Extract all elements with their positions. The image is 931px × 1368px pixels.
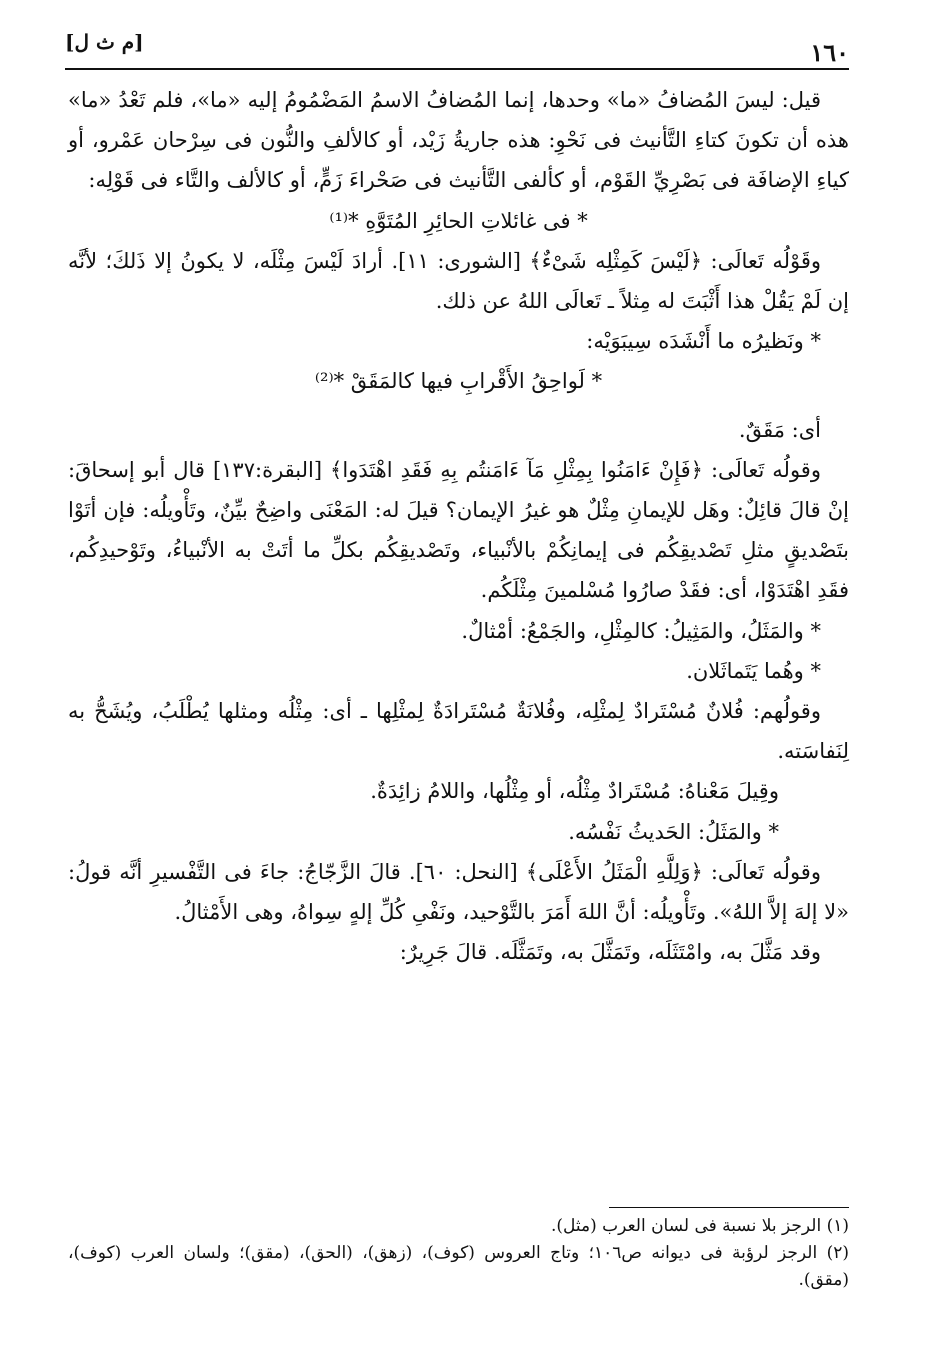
paragraph-quran-nahl: وقولُه تَعالَى: ﴿وَلِلَّهِ الْمَثَلُ الأَعْلَى﴾ [النحل: ٦٠]. قالَ الزَّجّاجُ: جاءَ فى التَّفْسيرِ أنَّه قولُ: «لا إلهَ إلاَّ اللهُ». وتَأْويلُه: أنَّ اللهَ أَمَرَ بالتَّوْحيد، ونَفْىِ كُلِّ إلهٍ سِواهُ، وهى الأَمْثالُ. <box>68 859 849 925</box>
verse-line-2: * لَواحِقُ الأَقْرابِ فيها كالمَقَقْ *⁽²⁾ <box>314 369 603 394</box>
paragraph-quran-shura: وقَوْلُه تَعالَى: ﴿لَيْسَ كَمِثْلِه شَىْءٌ﴾ [الشورى: ١١]. أرادَ لَيْسَ مِثْلَه، لا يكونُ إلا ذَلكَ؛ لأنَّه إن لَمْ يَقُلْ هذا أَثْبَتَ له مِثلاً ـ تَعالَى اللهُ عن ذلك. <box>68 248 849 314</box>
footnotes <box>68 1213 849 1294</box>
footnote-1: (١) الرجز بلا نسبة فى لسان العرب (مثل). <box>551 1216 849 1236</box>
entry-tamathal: * وهُما يَتَماثَلان. <box>686 658 821 683</box>
entry-mathal: * والمَثَلُ، والمَثِيلُ: كالمِثْلِ، والجَمْعُ: أمْثالٌ. <box>461 618 821 643</box>
page-number: ١٦٠ <box>810 38 849 67</box>
paragraph-jarir: وقد مَثَّلَ به، وامْتَثَلَه، وتَمَثَّلَ به، وتَمَثَّلَه. قالَ جَرِيرٌ: <box>399 940 821 965</box>
root-label: [م ث ل] <box>65 30 144 54</box>
paragraph-sibawayh: * ونَظيرُه ما أَنْشَدَه سِيبَوَيْه: <box>586 329 821 354</box>
paragraph-intro: قيل: ليسَ المُضافُ «ما» وحدها، إنما المُضافُ الاسمُ المَضْمُومُ إليه «ما»، فلم تَعْدُ «ما» هذه أن تكونَ كتاءِ التَّأنيث فى نَحْوِ: هذه جاريةُ زَيْد، أو كالألفِ والنُّون فى سِرْحان عَمْرو، أو كياءِ الإضافَة فى بَصْرِيِّ القَوْم، أو كألفى التَّأنيث فى صَحْراءَ زَمٍّ، أو كالألف والتَّاء فى قَوْلِه: <box>68 88 849 193</box>
verse-line-1: * فى غائلاتِ الحائِرِ المُتَوَّهِ *⁽¹⁾ <box>329 208 588 233</box>
entry-hadith: * والمَثَلُ: الحَديثُ نَفْسُه. <box>568 819 779 844</box>
header-rule <box>65 68 849 70</box>
paragraph-quran-baqara: وقولُه تَعالَى: ﴿فَإِنْ ءَامَنُوا بِمِثْلِ مَآ ءَامَنتُم بِهِ فَقَدِ اهْتَدَوا﴾ [البقرة:١٣٧] قال أبو إسحاقَ: إنْ قالَ قائِلٌ: وهَل للإيمانِ مِثْلٌ هو غيرُ الإيمان؟ قيلَ له: المَعْنَى واضِحٌ بيِّنٌ، وتَأْويلُه: فإن أتَوْا بتَصْديقٍ مثلِ تَصْديقِكُم فى إيمانِكُمْ بالأنْبياء، وتَصْديقِكُم بكلِّ ما أتَتْ به الأنْبياءُ، وتَوْحيدِكُم، فقَدِ اهْتَدَوْا، أى: فقَدْ صارُوا مُسْلمينَ مِثْلَكُم. <box>68 457 849 603</box>
paragraph-mustarad: وقولُهم: فُلانٌ مُسْتَرادٌ لِمثْلِه، وفُلانَةٌ مُسْتَرادَةٌ لِمثْلِها ـ أى: مِثْلُه ومثلها يُطْلَبُ، ويُشَحُّ به لِنَفاسَته. <box>68 699 849 764</box>
footnote-2: (٢) الرجز لرؤبة فى ديوانه ص١٠٦؛ وتاج العروس (كوف)، (زهق)، (الحق)، (مقق)؛ ولسان العرب (كوف)، (مقق). <box>68 1243 849 1290</box>
spacer <box>68 402 849 410</box>
footnote-rule <box>609 1207 849 1208</box>
main-text <box>68 80 849 972</box>
page-header <box>65 30 849 67</box>
paragraph-maqaq: أى: مَقَقٌ. <box>738 417 821 442</box>
paragraph-qila: وقِيلَ مَعْناهُ: مُسْتَرادٌ مِثْلُه، أو مِثْلُها، واللامُ زائِدَةٌ. <box>370 779 779 804</box>
